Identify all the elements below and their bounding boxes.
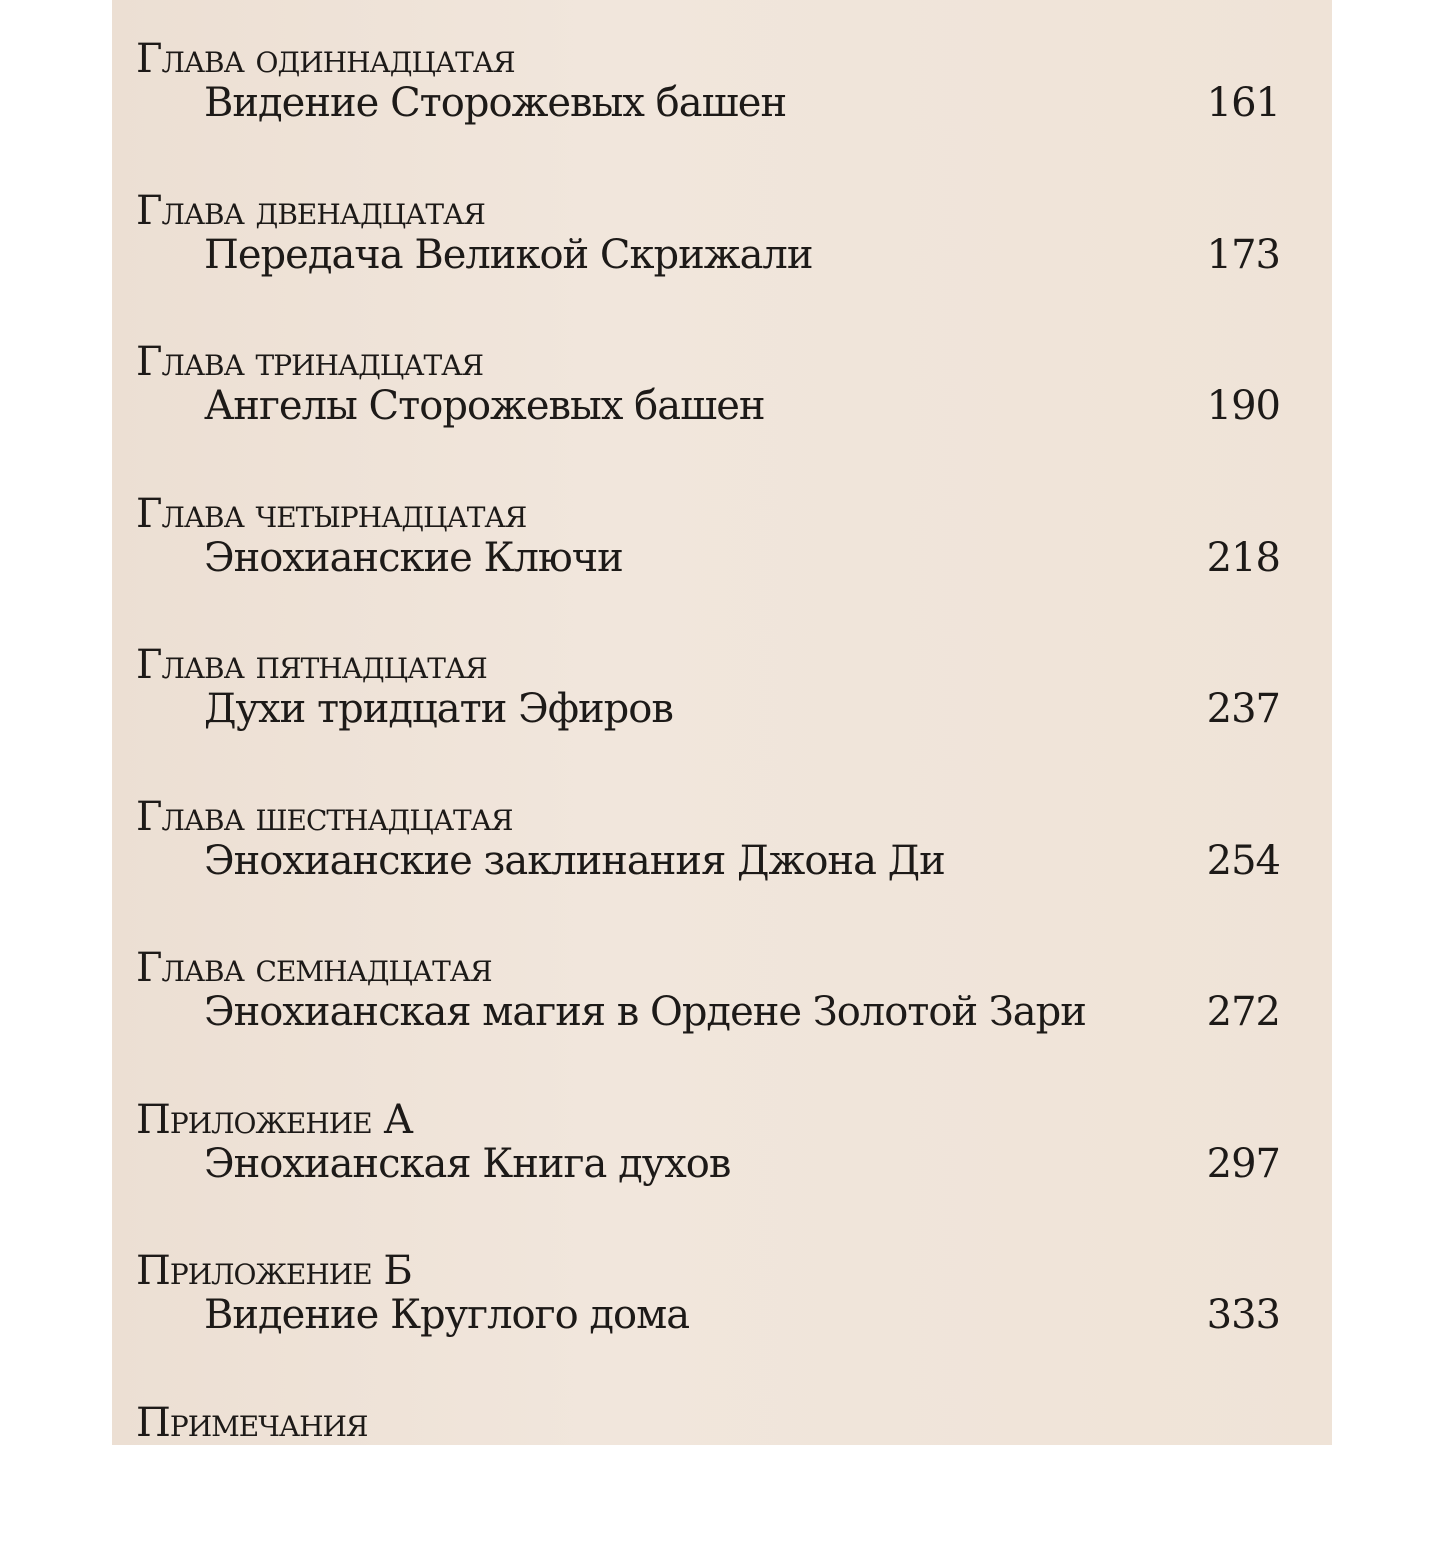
toc-title: Энохианская магия в Ордене Золотой Зари	[204, 989, 1086, 1035]
toc-title: Духи тридцати Эфиров	[204, 686, 673, 732]
toc-entry	[112, 642, 1332, 792]
toc-title: Ангелы Сторожевых башен	[204, 383, 765, 429]
toc-page-number: 173	[1206, 231, 1280, 278]
toc-title: Видение Сторожевых башен	[204, 80, 787, 126]
toc-heading: Глава шестнадцатая	[136, 793, 513, 840]
toc-title: Передача Великой Скрижали	[204, 231, 813, 278]
toc-page-number: 218	[1206, 534, 1280, 581]
toc-heading: Глава четырнадцатая	[136, 490, 527, 537]
toc-entry	[112, 491, 1332, 641]
toc-heading: Глава тринадцатая	[136, 339, 483, 385]
toc-entry	[112, 1400, 1332, 1550]
book-page	[112, 0, 1332, 1445]
toc-entry	[112, 188, 1332, 338]
toc-heading: Приложение Б	[136, 1248, 412, 1294]
toc-heading: Глава двенадцатая	[136, 187, 485, 234]
toc-title: Энохианские Ключи	[204, 534, 623, 581]
toc-entry	[112, 794, 1332, 944]
toc-page-number: 237	[1206, 686, 1280, 732]
toc-heading: Приложение А	[136, 1096, 413, 1143]
toc-heading: Глава пятнадцатая	[136, 642, 487, 688]
toc-title: Энохианская Книга духов	[204, 1140, 731, 1187]
toc-entry	[112, 945, 1332, 1095]
toc-entry	[112, 339, 1332, 489]
toc-heading: Глава одиннадцатая	[136, 36, 515, 82]
toc-entry	[112, 1248, 1332, 1398]
toc-page-number: 254	[1206, 837, 1280, 884]
toc-title: Видение Круглого дома	[204, 1292, 690, 1338]
toc-page-number: 272	[1206, 989, 1280, 1035]
toc-heading: Примечания	[136, 1399, 368, 1446]
toc-page-number: 297	[1206, 1140, 1280, 1187]
toc-entry	[112, 1097, 1332, 1247]
toc-title: Энохианские заклинания Джона Ди	[204, 837, 945, 884]
toc-entry	[112, 36, 1332, 186]
toc-page-number: 190	[1206, 383, 1280, 429]
toc-heading: Глава семнадцатая	[136, 945, 492, 991]
toc-page-number: 161	[1206, 80, 1280, 126]
toc-page-number: 333	[1206, 1292, 1280, 1338]
